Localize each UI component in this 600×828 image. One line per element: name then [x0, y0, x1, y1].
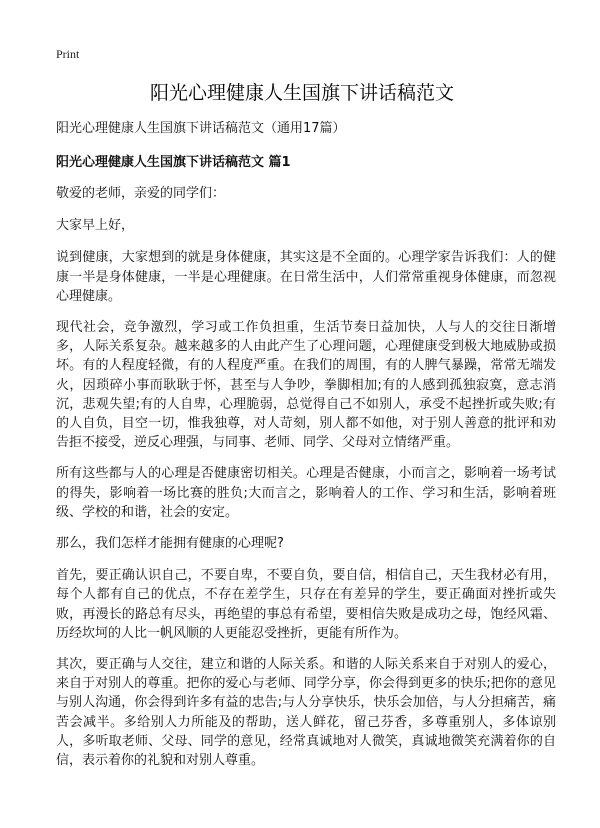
body-paragraph: 说到健康，大家想到的就是身体健康，其实这是不全面的。心理学家告诉我们：人的健康一半是身体健康，一半是心理健康。在日常生活中，人们常常重视身体健康，而忽视心理健康。: [56, 250, 556, 304]
document-subtitle: 阳光心理健康人生国旗下讲话稿范文（通用17篇）: [56, 121, 346, 136]
body-paragraph: 现代社会，竞争激烈，学习或工作负担重，生活节奏日益加快，人与人的交往日渐增多，人际关系复杂。越来越多的人由此产生了心理问题，心理健康受到极大地威胁或损坏。有的人程度轻微，有的人程度严重。在我们的周围，有的人脾气暴躁，常常无端发火，因琐碎小事而耿耿于怀，甚至与人争吵，拳脚相加;有的人感到孤独寂寞，意志消沉，悲观失望;有的人自卑，心理脆弱，总觉得自己不如别人，承受不起挫折或失败;有的人自负，目空一切，惟我独尊，对人苛刻，别人都不如他，对于别人善意的批评和劝告拒不接受，逆反心理强，与同事、老师、同学、父母对立情绪严重。: [56, 320, 556, 451]
body-paragraph: 其次，要正确与人交往，建立和谐的人际关系。和谐的人际关系来自于对别人的爱心，来自于对别人的尊重。把你的爱心与老师、同学分享，你会得到更多的快乐;把你的意见与别人沟通，你会得到许多有益的忠告;与人分享快乐，快乐会加倍，与人分担痛苦，痛苦会减半。多给别人力所能及的帮助，送人鲜花，留己芬香，多尊重别人，多体谅别人，多听取老师、父母、同学的意见，经常真诚地对人微笑，真诚地微笑充满着你的自信，表示着你的礼貌和对别人尊重。: [56, 657, 556, 769]
document-body: [56, 119, 556, 782]
greeting-paragraph: 大家早上好，: [56, 218, 135, 234]
body-paragraph: 首先，要正确认识自己，不要自卑，不要自负，要自信，相信自己，天生我材必有用，每个人都有自己的优点，不存在差学生，只存在有差异的学生，要正确面对挫折或失败，再漫长的路总有尽头，再绝望的事总有希望，要相信失败是成功之母，饱经风霜、历经坎坷的人比一帆风顺的人更能忍受挫折，更能有所作为。: [56, 568, 556, 641]
section-heading: 阳光心理健康人生国旗下讲话稿范文 篇1: [56, 155, 291, 170]
body-paragraph: 所有这些都与人的心理是否健康密切相关。心理是否健康，小而言之，影响着一场考试的得失，影响着一场比赛的胜负;大而言之，影响着人的工作、学习和生活，影响着班级、学校的和谐，社会的安定。: [56, 466, 556, 520]
print-link[interactable]: Print: [56, 47, 80, 61]
document-title: 阳光心理健康人生国旗下讲话稿范文: [149, 82, 454, 104]
question-paragraph: 那么，我们怎样才能拥有健康的心理呢?: [56, 536, 284, 552]
salutation-paragraph: 敬爱的老师，亲爱的同学们：: [56, 186, 226, 201]
